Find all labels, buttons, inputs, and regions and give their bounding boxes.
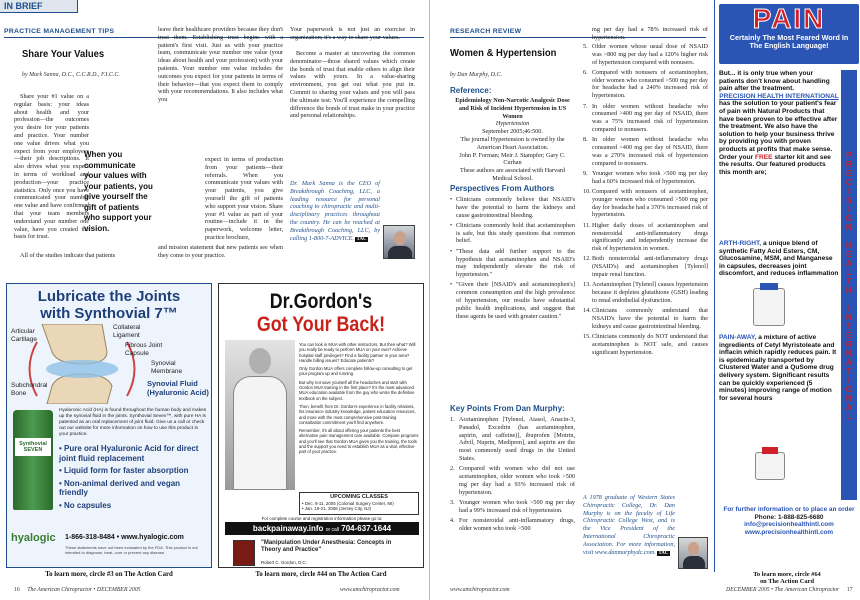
synthovial-title-1: Lubricate the Joints — [37, 288, 181, 305]
key-point: 4. For nonsteroidal anti-inflammatory drugs, older women who took >500 — [450, 517, 575, 532]
class-date: • Dec. 9-11, 2005 (Colonial Surgery Center, MI) — [302, 500, 394, 506]
arth-right-bottle — [753, 288, 785, 326]
gordon-head — [249, 348, 271, 374]
tac-mark: TAC — [356, 236, 367, 242]
synthovial-bottle — [13, 410, 53, 510]
pain-away-block — [719, 334, 839, 402]
gordon-contact — [225, 522, 419, 535]
article-col2b: expect in terms of production from your patients—their referrals. When you communicate your values with your patients, you give yourself the gift of patients who support your vision. Share your #1 value as part of your routine—include it in the paperwork, welcome letter, practice brochure, — [205, 156, 283, 241]
label-ligament: Collateral Ligament — [113, 324, 141, 339]
pain-caption-2: on The Action Card — [759, 578, 815, 586]
key-point: 13. Acetaminophen [Tylenol] causes hypertension because it depletes glutathione (GSH) leading to renal endothelial dysfunction. — [583, 281, 708, 304]
article-col2a: leave their healthcare providers because they don't trust them. Establishing trust begins with a patient's first visit. Just as with your practice team, communicate your number one value (your ideas about health and your profession) with your patients. Your number one value includes the outcomes you expect for your patients in terms of their behavior—that you expect them to comply with your recommendations. It also includes what you — [158, 26, 283, 104]
gordon-title — [219, 290, 423, 336]
label-bone: Subchondral Bone — [11, 382, 48, 397]
perspective-item: • "These data add further support to the hypothesis that acetaminophen and NSAID's may independently elevate the risk of hypertension." — [450, 248, 575, 279]
page-number: 16 — [14, 587, 20, 593]
key-point: 1. Acetaminophen [Tylenol, Atasol, Anacin-3, Panadol, Excedrin (has acetaminophen, aspirin, and caffeine)], ibuprofen [Motrin, Advil, Nuprin, Medipren], and aspirin are the most commonly used drugs in the United States. — [450, 416, 575, 462]
right-page — [430, 0, 860, 600]
synthovial-bullet: • Non-animal derived and vegan friendly — [59, 478, 181, 497]
gordon-or-call: or call — [325, 527, 340, 533]
ref-date: September 2005;46:500. — [482, 128, 543, 136]
label-cartilage: Articular Cartilage — [11, 328, 38, 343]
in-brief-tag — [0, 0, 78, 13]
key-point: 8. In older women without headache who consumed >400 mg per day of NSAID, there was a 270% increased risk of hypertension compared to nonusers. — [583, 136, 708, 167]
research-tac: TAC — [658, 550, 669, 556]
pain-tagline: Certainly The Most Feared Word In The English Language! — [729, 33, 849, 51]
pain-away-name: PAIN-AWAY, — [719, 334, 757, 341]
key-point: 10. Compared with nonusers of acetaminophen, younger women who consumed >500 mg per day for headache had a 370% increased risk of hypertension. — [583, 188, 708, 219]
article-col3b: Become a master at uncovering the common denominator—those shared values which create the bonds of trust that enable others to align their values with yours. In a value-sharing environment, you get out what you put in. Commit to sharing your values and you will pass the ultimate test: You'll experience the compelling difference the bonds of trust make in your practice and personal relationships. — [290, 50, 415, 120]
synthovial-body: Hyaluronic Acid (HA) is found throughout the human body and makes up the synovial fluid in the joints. Synthovial Seven™, with pure HA is patented as an oral replacement of joint fluid. Give us a call or check out our website for more information on how to use this product in your practice. — [59, 408, 207, 437]
article-title: Share Your Values — [22, 48, 105, 60]
ref-title: Epidemiology Non-Narcotic Analgesic Dose and Risk of Incident Hypertension in US Women — [455, 97, 570, 120]
article-col1 — [14, 93, 89, 241]
research-bio-text: A 1978 graduate of Western States Chiropractic College, Dr. Dan Murphy is on the faculty of Life Chiropractic College West, and is the Vice President of the International Chiropractic Association. For more information, visit www.danmurphydc.com. — [583, 494, 675, 556]
key-point: 14. Clinicians commonly understand that NSAID's have the potential to harm the kidneys and cause gastrointestinal bleeding. — [583, 307, 708, 330]
pain-away-cap — [762, 447, 778, 454]
pain-intro — [719, 70, 839, 176]
synthovial-ad[interactable] — [6, 283, 212, 568]
synthovial-title-2: with Synthovial 7™ — [40, 305, 178, 322]
key-point: 15. Clinicians commonly do NOT understand that acetaminophen is NOT safe, and causes significant hypertension. — [583, 333, 708, 356]
synthovial-bullet: • Pure oral Hyaluronic Acid for direct joint fluid replacement — [59, 444, 199, 463]
ref-authors: John P. Forman; Meir J. Stampfer; Gary C. Curhan — [459, 151, 566, 167]
pain-logo: PAIN — [752, 3, 826, 34]
author-photo — [383, 225, 415, 259]
book-author: Robert C. Gordon, D.C. — [261, 560, 307, 565]
ref-affil: These authors are associated with Harvard Medical School. — [460, 167, 565, 182]
gordon-phone[interactable]: 704-637-1644 — [341, 524, 392, 533]
perspective-item: • Clinicians commonly hold that acetaminophen is safe, but this study questions that common belief. — [450, 222, 575, 245]
bottle-label: Synthovial SEVEN — [15, 438, 51, 456]
synthovial-bullet: • No capsules — [59, 500, 112, 510]
synthovial-caption[interactable]: To learn more, circle #3 on The Action Card — [45, 571, 173, 578]
pain-ad[interactable] — [714, 0, 860, 572]
perspectives-head: Perspectives From Authors — [450, 184, 555, 193]
pain-email[interactable]: info@precisionhealthintl.com — [744, 521, 834, 529]
footer-url-left[interactable]: www.amchiropractor.com — [340, 587, 400, 593]
pain-caption-1: To learn more, circle #64 — [753, 571, 821, 578]
gordon-p3: But why not save yourself all the headaches and start with Gordon MUA training in the first place? It's the most advanced MUA education available from the guy who wrote the definitive textbook on the subject. — [299, 379, 415, 401]
synthovial-bullets — [59, 444, 209, 510]
key-points-list — [450, 416, 575, 535]
key-points-list-2 — [583, 43, 708, 359]
author-bio — [290, 180, 380, 243]
section-label: PRACTICE MANAGEMENT TIPS — [4, 28, 115, 35]
perspective-item: • Clinicians commonly believe that NSAID's have the potential to harm the kidneys and cause gastrointestinal bleeding. — [450, 196, 575, 219]
gordon-caption[interactable]: To learn more, circle #44 on The Action Card — [255, 571, 387, 578]
arth-right-block — [719, 240, 839, 278]
research-byline: by Dan Murphy, D.C. — [450, 72, 502, 78]
gordon-p5: Remember, it's all about offering your patients the best alternative pain management care available. Compare programs and you'll see that Gordon MUA gives you the training, the tools and the support you need to establish MUA as a vital, effective part of your practice. — [299, 428, 419, 455]
key-point: 12. Both nonsteroidal anti-inflammatory drugs (NSAID's) and acetaminophen [Tylenol] impair renal function. — [583, 255, 708, 279]
synthovial-title — [7, 288, 211, 322]
key-point: 5. Older women whose usual dose of NSAID was >800 mg per day had a 120% higher risk of hypertension compared with nonusers. — [583, 43, 708, 66]
col2-continue: mg per day had a 78% increased risk of hypertension. — [592, 26, 708, 41]
arth-right-cap — [760, 283, 778, 290]
pain-intro-a: But... it is only true when your patients don't know about handling pain after the treatment. — [719, 70, 830, 93]
research-bio — [583, 494, 675, 557]
pain-away-bottle — [755, 452, 785, 480]
pain-phone[interactable]: Phone: 1-888-825-6680 — [754, 513, 824, 521]
synthovial-bullet: • Liquid form for faster absorption — [59, 466, 189, 475]
murphy-head — [688, 542, 699, 555]
col1-text: Share your #1 value on a regular basis: your ideas about health and your profession—the outcomes you desire for your patients and practice. Your number one value drives what you expect from your employees—their job descriptions. It also drives what you expect in terms of workload and production—your practice statistics. Only once you have communicated your number one value and have confirmed that your team members understand your number one value, have you created the basis for trust. — [14, 93, 89, 241]
femur-bone — [42, 324, 107, 364]
ref-journal: Hypertension — [495, 120, 530, 128]
gordon-p1: You can look in MUA with other instructors. But then what? Will you really be ready to perform MUA on your own? Achieve hospital staff privileges? Find a facility partner in your area? Handle billing issues? Educate patients? — [299, 342, 416, 363]
book-title: "Manipulation Under Anesthesia: Concepts in Theory and Practice" — [261, 540, 392, 553]
pain-contact — [719, 506, 859, 536]
pain-header — [719, 4, 859, 64]
author-head — [394, 231, 406, 245]
reference-block — [450, 97, 575, 183]
perspective-item: • "Given their [NSAID's and acetaminophen's] common consumption and the high prevalence of hypertension, our results have substantial public health implications, and suggest that these agents be used with greater caution." — [450, 281, 575, 320]
pull-quote: When you communicate your values with your patients, you give yourself the gift of patients who support your vision. — [84, 150, 153, 233]
key-point: 6. Compared with nonusers of acetaminophen, older women who consumed >500 mg per day for headache had a 240% increased risk of hypertension. — [583, 68, 708, 100]
footer-left — [14, 587, 141, 593]
upcoming-title: UPCOMING CLASSES — [330, 494, 388, 500]
footer-url-right[interactable]: www.amchiropractor.com — [450, 587, 510, 593]
col1-end: All of the studies indicate that patients — [20, 252, 116, 259]
article-col3a: Your paperwork is not just an exercise in organization; it's a way to share your values. — [290, 26, 415, 41]
research-section-label: RESEARCH REVIEW — [450, 28, 522, 35]
label-synovial-fluid: Synovial Fluid (Hyaluronic Acid) — [147, 379, 209, 397]
pain-intro-c: starter kit and see the results. Our featured products this month are; — [719, 153, 831, 176]
key-point: 2. Compared with women who did not use acetaminophen, older women who took >500 mg per day had a 93% increased risk of hypertension. — [450, 465, 575, 496]
pain-more: For further information or to place an order — [723, 506, 855, 513]
label-capsule: Fibrous Joint Capsule — [125, 342, 163, 357]
bio-text: Dr. Mark Sanna is the CEO of Breakthrough Coaching, LLC, a leading resource for personal coaching to chiropractic and multi-disciplinary practices throughout the country. He can be reached at Breakthrough Coaching, LLC, by calling 1-800-7-ADVICE. — [290, 180, 380, 242]
pain-company: PRECISION HEALTH INTERNATIONAL — [719, 92, 839, 100]
gordon-coat — [233, 376, 287, 490]
hyalogic-contact[interactable]: 1-866-318-8484 • www.hyalogic.com — [65, 534, 184, 541]
article-col2c: and mission statement that new patients see when they come to your practice. — [158, 244, 283, 259]
publication-right: DECEMBER 2005 • The American Chiropractor — [726, 587, 840, 593]
gordon-ad[interactable] — [218, 283, 424, 568]
reference-head: Reference: — [450, 86, 492, 95]
ref-owner: The journal Hypertension is owned by the American Heart Association. — [460, 135, 565, 151]
class-date: • Jan. 19-21, 2006 (Jersey City, NJ) — [302, 506, 372, 512]
key-points-head: Key Points From Dan Murphy: — [450, 404, 565, 413]
book-cover — [233, 540, 255, 566]
key-point: 9. Younger women who took >500 mg per day had a 60% increased risk of hypertension. — [583, 169, 708, 185]
key-point: 11. Higher daily doses of acetaminophen and nonsteroidal anti-inflammatory drugs significantly and independently increase the risk of hypertension in women. — [583, 221, 708, 253]
precision-vertical: PRECISION HEALTH INTERNATIONAL — [841, 70, 857, 500]
gordon-body — [299, 342, 419, 455]
arth-right-name: ARTH-RIGHT, — [719, 240, 762, 247]
hyalogic-fine-print: These statements have not been evaluated by the FDA. This product is not intended to diagnose, treat, cure or prevent any disease. — [65, 545, 198, 555]
arth-right-desc: a unique blend of synthetic Fatty Acid Esters, CM, Glucosamine, MSM, and Manganese in capsules, decreases joint discomfort, and reduces inflammation — [719, 240, 839, 278]
in-brief-label: IN BRIEF — [4, 1, 43, 11]
gordon-p2: Only Gordon MUA offers complete follow-up consulting to get your program up and running. — [299, 366, 413, 377]
hyalogic-logo: hyalogic — [11, 532, 56, 544]
gordon-p4: Then, benefit from Dr. Gordon's experience in facility relations, his insurance industry knowledge, patient education resources, and more with the most comprehensive post-training consultation commitment you'll find anywhere. — [299, 403, 416, 425]
pain-caption[interactable] — [714, 571, 860, 586]
murphy-suit — [683, 556, 705, 569]
gordon-contact-intro: For complete course and registration information please go to: — [261, 516, 383, 521]
gordon-title-1: Dr.Gordon's — [269, 290, 373, 313]
label-membrane: Synovial Membrane — [151, 360, 183, 375]
page-number-right: 17 — [846, 587, 853, 593]
key-point: 3. Younger women who took >500 mg per day had a 99% increased risk of hypertension. — [450, 498, 575, 514]
pain-intro-b: has the solution to your patient's fear of pain with Natural Products that have been proven to be effective after the treatment. We also have the solution to help your business thrive by providing you with proven products at profits that make sense. Order your — [719, 100, 838, 161]
gordon-title-2: Got Your Back! — [256, 313, 386, 336]
pain-free: FREE — [754, 153, 773, 161]
key-point: 7. In older women without headache who consumed >400 mg per day of NSAID, there was a 75% increased risk of hypertension compared to nonusers. — [583, 102, 708, 133]
article-byline: by Mark Sanna, D.C., C.C.R.D., F.I.C.C. — [22, 72, 120, 78]
pain-away-desc: a mixture of active ingredients of Cetyl Myristoleate and inflacin which rapidly reduces pain. It is epidemically transported by Clustered Water and a QuSome drug delivery system. Significant results can be quickly experienced (5 minutes) improving range of motion for several hours — [719, 334, 837, 402]
gordon-photo — [225, 340, 295, 490]
murphy-photo — [678, 537, 708, 569]
research-title: Women & Hypertension — [450, 47, 557, 59]
footer-right — [726, 587, 853, 593]
publication: The American Chiropractor • DECEMBER 2005 — [27, 587, 141, 593]
synovial-fluid — [46, 360, 118, 378]
upcoming-classes — [299, 492, 419, 515]
author-suit — [388, 246, 412, 259]
pain-web[interactable]: www.precisionhealthintl.com — [744, 528, 834, 536]
gordon-url[interactable]: backpainaway.info — [252, 524, 324, 533]
perspectives-list — [450, 196, 575, 323]
